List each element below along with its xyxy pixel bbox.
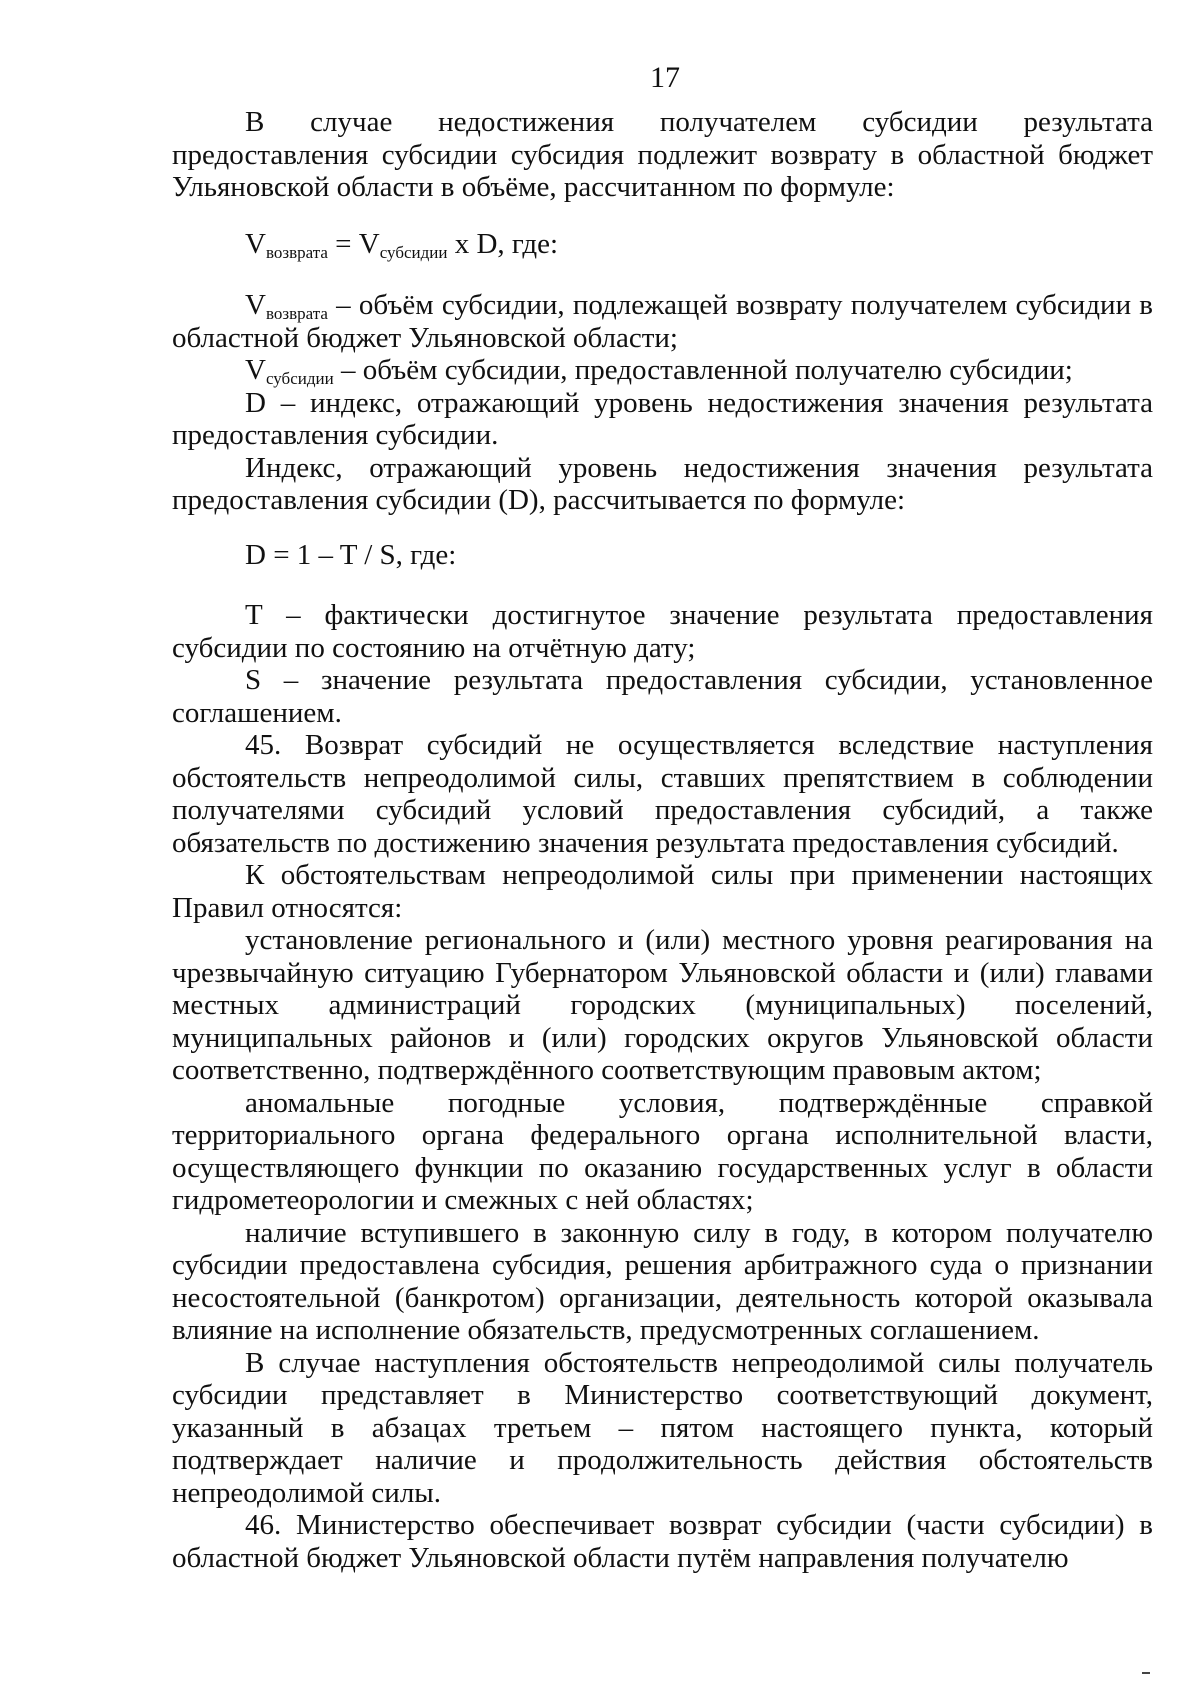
- v-subsidy-symbol: V: [245, 354, 266, 386]
- document-body: [172, 106, 1153, 1574]
- item-emergency: установление регионального и (или) местного уровня реагирования на чрезвычайную ситуацию Губернатором Ульяновской области и (или) главами местных администраций городских (муниципальных) поселений, муниципальных районов и (или) городских округов Ульяновской области соответственно, подтверждённого соответствующим правовым актом;: [172, 924, 1153, 1086]
- index-intro-paragraph: Индекс, отражающий уровень недостижения значения результата предоставления субсидии (D), рассчитывается по формуле:: [172, 451, 1153, 516]
- formula-subsidy-subscript: субсидии: [379, 242, 448, 262]
- definition-t: T – фактически достигнутое значение результата предоставления субсидии по состоянию на отчётную дату;: [172, 599, 1153, 664]
- formula-return-subscript: возврата: [265, 242, 328, 262]
- definition-s: S – значение результата предоставления субсидии, установленное соглашением.: [172, 664, 1153, 729]
- formula-return-symbol: V: [245, 227, 266, 260]
- v-return-symbol: V: [245, 289, 266, 321]
- page-number: 17: [650, 61, 680, 94]
- scan-mark: [1142, 1672, 1150, 1674]
- v-subsidy-text: – объём субсидии, предоставленной получателю субсидии;: [333, 354, 1073, 386]
- formula-subsidy-symbol: V: [358, 227, 380, 260]
- return-formula: [172, 228, 1153, 261]
- documents-paragraph: В случае наступления обстоятельств непреодолимой силы получатель субсидии представляет в Министерство соответствующий документ, указанный в абзацах третьем – пятом настоящего пункта, который подтверждает наличие и продолжительность действия обстоятельств непреодолимой силы.: [172, 1346, 1153, 1509]
- v-return-subscript: возврата: [265, 304, 328, 323]
- v-subsidy-subscript: субсидии: [265, 369, 334, 388]
- intro-paragraph: В случае недостижения получателем субсидии результата предоставления субсидии субсидия подлежит возврату в областной бюджет Ульяновской области в объёме, рассчитанном по формуле:: [172, 106, 1153, 203]
- force-majeure-intro: К обстоятельствам непреодолимой силы при применении настоящих Правил относятся:: [172, 859, 1153, 924]
- paragraph-45: 45. Возврат субсидий не осуществляется вследствие наступления обстоятельств непреодолимой силы, ставших препятствием в соблюдении получателями субсидий условий предоставления субсидий, а также обязательств по достижению значения результата предоставления субсидий.: [172, 729, 1153, 859]
- formula-tail: x D, где:: [447, 227, 559, 260]
- definition-v-subsidy: [172, 354, 1153, 387]
- paragraph-46: 46. Министерство обеспечивает возврат субсидии (части субсидии) в областной бюджет Ульяновской области путём направления получателю: [172, 1509, 1153, 1574]
- definition-v-return: [172, 289, 1153, 354]
- item-weather: аномальные погодные условия, подтверждённые справкой территориального органа федерального органа исполнительной власти, осуществляющего функции по оказанию государственных услуг в области гидрометеорологии и смежных с ней областях;: [172, 1086, 1153, 1216]
- definition-d: D – индекс, отражающий уровень недостижения значения результата предоставления субсидии.: [172, 386, 1153, 451]
- index-formula: D = 1 – T / S, где:: [245, 538, 457, 571]
- item-bankruptcy: наличие вступившего в законную силу в году, в котором получателю субсидии предоставлена субсидия, решения арбитражного суда о признании несостоятельной (банкротом) организации, деятельность которой оказывала влияние на исполнение обязательств, предусмотренных соглашением.: [172, 1216, 1153, 1346]
- formula-equals: =: [327, 227, 359, 260]
- v-return-text: – объём субсидии, подлежащей возврату получателем субсидии в областной бюджет Ульяновской области;: [172, 289, 1153, 354]
